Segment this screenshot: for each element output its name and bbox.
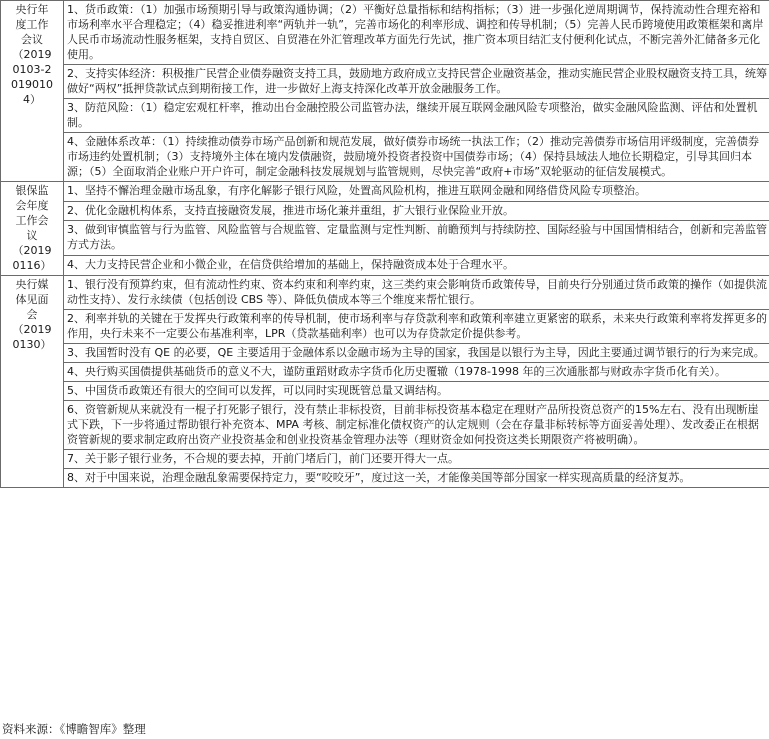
table-row [1,221,769,256]
org-label: 体见面 [15,293,49,306]
table-row [1,201,769,221]
source-note: 资料来源：《博瞻智库》整理 [2,722,146,736]
table-row [1,469,769,488]
table-row [1,256,769,276]
policy-item: 7、关于影子银行业务，不合规的要去掉，开前门堵后门，前门还要开得大一点。 [64,450,769,469]
table-row [1,99,769,133]
org-date: 0103-2 [12,63,52,76]
org-label: 央行媒 [15,278,49,291]
org-label: 会议 [21,33,43,46]
policy-item: 4、央行购买国债提供基础货币的意义不大，谨防重蹈财政赤字货币化历史覆辙（1978-1998 年的三次通胀都与财政赤字货币化有关）。 [64,363,769,382]
policy-item: 1、坚持不懈治理金融市场乱象，有序化解影子银行风险，处置高风险机构，推进互联网金融和网络借贷风险专项整治。 [64,182,769,202]
policy-item: 2、优化金融机构体系，支持直接融资发展，推进市场化兼并重组，扩大银行业保险业开放。 [64,201,769,221]
policy-item: 2、支持实体经济：积极推广民营企业债券融资支持工具，鼓励地方政府成立支持民营企业融资基金，推动实施民营企业股权融资支持工具，统筹做好“两权”抵押贷款试点到期衔接工作，进一步做好上海支持深化改革开放金融服务工作。 [64,65,769,99]
org-cell-pboc-press [1,276,64,488]
table-row [1,65,769,99]
org-label: 会 [26,308,38,321]
table-row [1,382,769,401]
org-date: （2019 [12,244,52,257]
policy-item: 1、银行没有预算约束，但有流动性约束、资本约束和利率约束，这三类约束会影响货币政策传导，目前央行分别通过货币政策的操作（如提供流动性支持）、发行永续债（包括创设 CBS 等）、降低负债成本等三个维度来帮忙银行。 [64,276,769,310]
table-row [1,401,769,450]
org-date: （2019 [12,48,52,61]
table-row [1,310,769,344]
table-row [1,363,769,382]
policy-item: 2、利率并轨的关键在于发挥央行政策利率的传导机制，使市场利率与存贷款利率和政策利率建立更紧密的联系，未来央行政策利率将发挥更多的作用，央行未来不一定要公布基准利率，LPR（贷款基础利率）也可以为存贷款定价提供参考。 [64,310,769,344]
policy-item: 4、大力支持民营企业和小微企业，在信贷供给增加的基础上，保持融资成本处于合理水平。 [64,256,769,276]
org-label: 银保监 [15,184,49,197]
policy-item: 5、中国货币政策还有很大的空间可以发挥，可以同时实现既管总量又调结构。 [64,382,769,401]
table-row [1,276,769,310]
org-label: 工作会 [15,214,49,227]
policy-item: 8、对于中国来说，治理金融乱象需要保持定力，要“咬咬牙”，度过这一关，才能像美国等部分国家一样实现高质量的经济复苏。 [64,469,769,488]
policy-item: 4、金融体系改革：（1）持续推动债券市场产品创新和规范发展，做好债券市场统一执法工作；（2）推动完善债券市场信用评级制度，完善债券市场违约处置机制；（3）支持境外主体在境内发债融资，鼓励境外投资者投资中国债券市场；（4）保持县域法人地位长期稳定，引导其回归本源；（5）全面取消企业账户开户许可，制定金融科技发展规划与监管规则，尽快完善“政府+市场”双轮驱动的征信发展模式。 [64,133,769,182]
org-date: 4） [23,93,41,106]
table-row [1,450,769,469]
org-cell-cbirc-annual [1,182,64,276]
policy-item: 1、货币政策：（1）加强市场预期引导与政策沟通协调；（2）平衡好总量指标和结构指标；（3）进一步强化逆周期调节，保持流动性合理充裕和市场利率水平合理稳定；（4）稳妥推进利率“两轨并一轨”，完善市场化的利率形成、调控和传导机制；（5）完善人民币跨境使用政策框架和离岸人民币市场流动性服务框架，支持自贸区、自贸港在外汇管理改革方面先行先试，推广资本项目结汇支付便利化试点，不断完善外汇储备多元化使用。 [64,1,769,65]
org-label: 央行年 [15,3,49,16]
org-label: 议 [26,229,38,242]
policy-item: 6、资管新规从来就没有一棍子打死影子银行，没有禁止非标投资，目前非标投资基本稳定在理财产品所投资总资产的15%左右、没有出现断崖式下跌，下一步将通过帮助银行补充资本、MPA 考核、制定标准化债权资产的认定规则（会在存量非标转标等方面妥善处理）、发改委正在根据资管新规的要求制定政府出资产业投资基金和创业投资基金管理办法等（理财资金如何投资这类长期限资产将被明确）。 [64,401,769,450]
org-label: 会年度 [15,199,49,212]
org-date: 019010 [11,78,53,91]
policy-item: 3、防范风险：（1）稳定宏观杠杆率，推动出台金融控股公司监管办法，继续开展互联网金融风险专项整治，做实金融风险监测、评估和处置机制。 [64,99,769,133]
org-date: （2019 [12,323,52,336]
table-row [1,133,769,182]
table-row [1,182,769,202]
policy-item: 3、我国暂时没有 QE 的必要，QE 主要适用于金融体系以金融市场为主导的国家，我国是以银行为主导，因此主要通过调节银行的行为来完成。 [64,344,769,363]
table-row [1,344,769,363]
policy-item: 3、做到审慎监管与行为监管、风险监管与合规监管、定量监测与定性判断、前瞻预判与持续防控、国际经验与中国国情相结合，创新和完善监管方式方法。 [64,221,769,256]
org-date: 0130） [12,338,52,351]
org-label: 度工作 [15,18,49,31]
table-row [1,1,769,65]
org-cell-pboc-annual [1,1,64,182]
org-date: 0116） [12,259,52,272]
